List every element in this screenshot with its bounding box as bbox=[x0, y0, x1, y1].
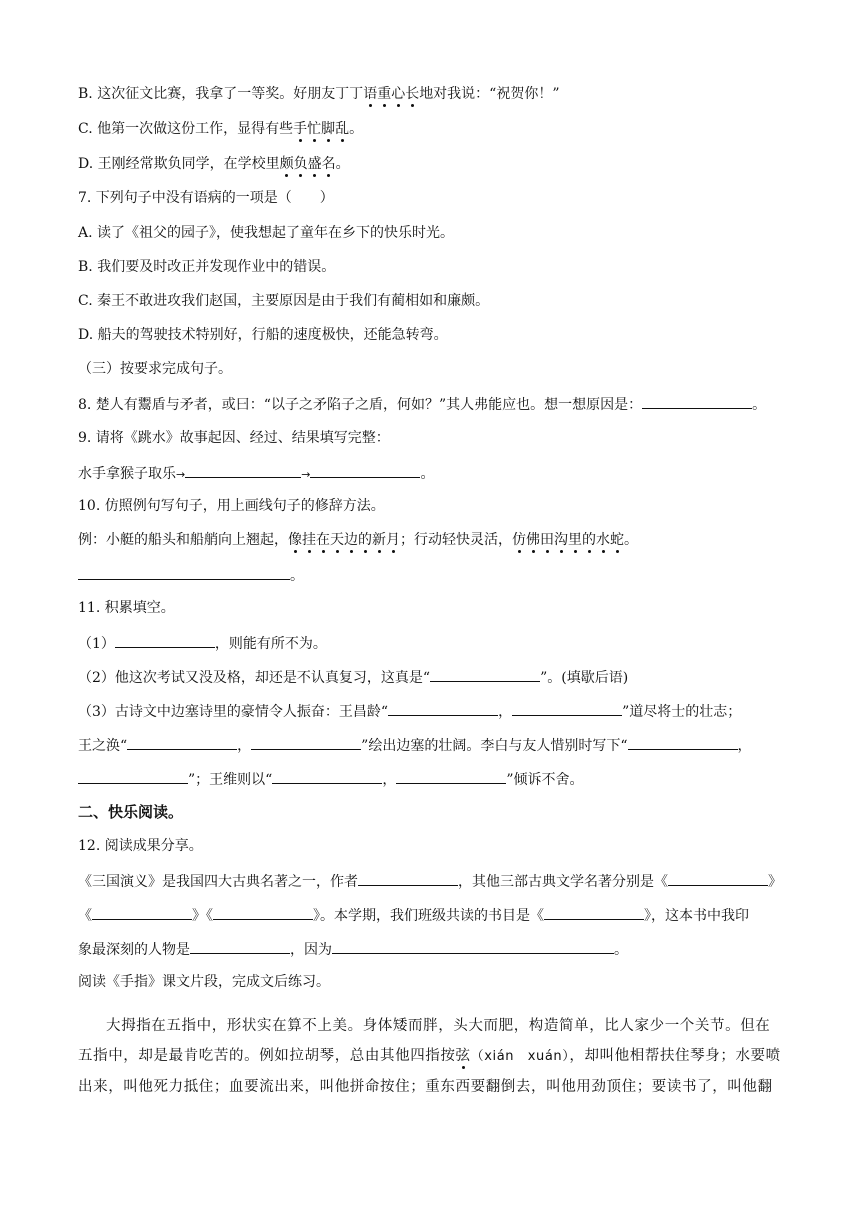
arrow-icon: → bbox=[301, 468, 311, 481]
dotted-char: 重 bbox=[377, 86, 392, 102]
q9-answer bbox=[78, 462, 434, 485]
q12-line1 bbox=[78, 870, 782, 892]
q10-stem: 10. 仿照例句写句子，用上画线句子的修辞方法。 bbox=[78, 498, 385, 514]
q6-option-c bbox=[78, 119, 363, 139]
dotted-char: 忙 bbox=[307, 121, 322, 137]
q6-option-b bbox=[78, 84, 560, 104]
dotted-char: 水 bbox=[596, 532, 610, 548]
q7-option-d: D. 船夫的驾驶技术特别好，行船的速度极快，还能急转弯。 bbox=[78, 327, 448, 343]
q11-p3b-text: 王之涣“ bbox=[78, 738, 128, 754]
q11-p3-end: ”道尽将士的壮志； bbox=[622, 704, 742, 720]
q11-part3 bbox=[78, 700, 741, 722]
q11-part3-line2 bbox=[78, 734, 752, 756]
q8 bbox=[78, 393, 766, 415]
dotted-char: 挂 bbox=[302, 532, 316, 548]
answer-blank[interactable] bbox=[92, 904, 192, 920]
q8-text: 8. 楚人有鬻盾与矛者，或曰：“以子之矛陷子之盾，何如？”其人弗能应也。想一想原因是： bbox=[78, 397, 643, 413]
q9-end: 。 bbox=[420, 466, 435, 482]
part3-heading: （三）按要求完成句子。 bbox=[78, 361, 232, 377]
dotted-char: 天 bbox=[330, 532, 344, 548]
answer-blank[interactable] bbox=[512, 700, 622, 716]
q6-b-text-end: 地对我说：“祝贺你！” bbox=[419, 86, 560, 102]
dotted-char: 心 bbox=[391, 86, 406, 102]
dotted-char: 像 bbox=[288, 532, 302, 548]
q12-line2 bbox=[78, 904, 749, 926]
dotted-char: 的 bbox=[582, 532, 596, 548]
dotted-char: 长 bbox=[405, 86, 420, 102]
q10-example-text: 例：小艇的船头和船艄向上翘起， bbox=[78, 532, 288, 548]
answer-blank[interactable] bbox=[185, 462, 301, 478]
comma: ， bbox=[237, 738, 252, 754]
answer-blank[interactable] bbox=[310, 462, 420, 478]
dotted-char: 脚 bbox=[321, 121, 336, 137]
q12-text: 《三国演义》是我国四大古典名著之一，作者 bbox=[78, 874, 358, 890]
dotted-char: 名 bbox=[321, 156, 336, 172]
reading-line-3: 出来，叫他死力抵住；血要流出来，叫他拼命按住；重东西要翻倒去，叫他用劲顶住；要读书了，叫他翻 bbox=[78, 1079, 773, 1095]
section-heading: 二、快乐阅读。 bbox=[78, 803, 184, 821]
q6-option-d bbox=[78, 154, 350, 174]
dotted-char: 语 bbox=[363, 86, 378, 102]
dotted-char: 仿 bbox=[512, 532, 526, 548]
q6-c-text: C. 他第一次做这份工作，显得有些 bbox=[78, 121, 294, 137]
answer-blank[interactable] bbox=[388, 700, 498, 716]
q12-text: 《 bbox=[78, 908, 92, 924]
dotted-char: 里 bbox=[568, 532, 582, 548]
q9-start: 水手拿猴子取乐 bbox=[78, 466, 176, 482]
dotted-char: 边 bbox=[344, 532, 358, 548]
q12-text: 》。本学期，我们班级共读的书目是《 bbox=[313, 908, 544, 924]
answer-blank[interactable] bbox=[127, 734, 237, 750]
q12-text: 》，这本书中我印 bbox=[644, 908, 749, 924]
q11-part3-line3 bbox=[78, 768, 584, 790]
dotted-char: 新 bbox=[372, 532, 386, 548]
dotted-char: 手 bbox=[293, 121, 308, 137]
q11-part2 bbox=[78, 666, 628, 688]
q10-example-mid: ；行动轻快灵活， bbox=[400, 532, 512, 548]
q7-option-c: C. 秦王不敢进攻我们赵国，主要原因是由于我们有蔺相如和廉颇。 bbox=[78, 293, 490, 309]
answer-blank[interactable] bbox=[115, 632, 215, 648]
dotted-char: 颇 bbox=[279, 156, 294, 172]
reading-text: 五指中，却是最肯吃苦的。例如拉胡琴，总由其他四指按 bbox=[78, 1048, 456, 1064]
answer-blank[interactable] bbox=[213, 904, 313, 920]
reading-text: ，却叫他相帮扶住琴身；水要喷 bbox=[569, 1048, 781, 1064]
q11-p1-label: （1） bbox=[78, 636, 115, 652]
q12-text: 》 bbox=[768, 874, 782, 890]
reading-line-1: 大拇指在五指中，形状实在算不上美。身体矮而胖，头大而肥，构造简单，比人家少一个关节。但在 bbox=[106, 1018, 771, 1034]
q8-end: 。 bbox=[752, 397, 767, 413]
q12-text: ，因为 bbox=[290, 942, 332, 958]
answer-blank[interactable] bbox=[78, 768, 188, 784]
dotted-char: 月 bbox=[386, 532, 400, 548]
q12-line3 bbox=[78, 938, 628, 960]
dotted-char: 乱 bbox=[335, 121, 350, 137]
answer-blank[interactable] bbox=[272, 768, 382, 784]
comma: ， bbox=[498, 704, 513, 720]
answer-blank[interactable] bbox=[642, 393, 752, 409]
q6-d-text-end: 。 bbox=[335, 156, 350, 172]
answer-blank[interactable] bbox=[251, 734, 361, 750]
reading-intro: 阅读《手指》课文片段，完成文后练习。 bbox=[78, 974, 330, 990]
q11-p3c-end: ”倾诉不舍。 bbox=[506, 772, 584, 788]
dotted-char: 佛 bbox=[526, 532, 540, 548]
q12-stem: 12. 阅读成果分享。 bbox=[78, 838, 203, 854]
comma: ， bbox=[737, 738, 752, 754]
answer-blank[interactable] bbox=[668, 870, 768, 886]
q11-p2-text: （2）他这次考试又没及格，却还是不认真复习，这真是“ bbox=[78, 670, 431, 686]
dotted-char: 的 bbox=[358, 532, 372, 548]
q12-text: ，其他三部古典文学名著分别是《 bbox=[458, 874, 668, 890]
q10-example-end: 。 bbox=[624, 532, 638, 548]
answer-blank[interactable] bbox=[396, 768, 506, 784]
answer-blank[interactable] bbox=[430, 666, 540, 682]
answer-blank[interactable] bbox=[628, 734, 738, 750]
answer-blank[interactable] bbox=[544, 904, 644, 920]
q6-d-text: D. 王刚经常欺负同学，在学校里 bbox=[78, 156, 280, 172]
q10-answer-end: 。 bbox=[290, 568, 304, 584]
reading-line-2 bbox=[78, 1046, 798, 1067]
dotted-char: 在 bbox=[316, 532, 330, 548]
arrow-icon: → bbox=[176, 468, 186, 481]
q9-stem: 9. 请将《跳水》故事起因、经过、结果填写完整： bbox=[78, 430, 390, 446]
pinyin-options: （xián xuán） bbox=[470, 1049, 570, 1064]
answer-blank[interactable] bbox=[358, 870, 458, 886]
answer-blank[interactable] bbox=[332, 938, 614, 954]
answer-blank[interactable] bbox=[78, 564, 290, 580]
q11-stem: 11. 积累填空。 bbox=[78, 600, 175, 616]
comma: ， bbox=[382, 772, 397, 788]
dotted-char: 蛇 bbox=[610, 532, 624, 548]
q11-p3-text: （3）古诗文中边塞诗里的豪情令人振奋：王昌龄“ bbox=[78, 704, 389, 720]
q11-p2-end: ”。(填歇后语) bbox=[540, 670, 629, 686]
q11-part1 bbox=[78, 632, 327, 654]
dotted-char: 盛 bbox=[307, 156, 322, 172]
q12-text: 象最深刻的人物是 bbox=[78, 942, 190, 958]
q12-text: 。 bbox=[614, 942, 628, 958]
dotted-char: 田 bbox=[540, 532, 554, 548]
q10-answer bbox=[78, 564, 304, 586]
q7-option-b: B. 我们要及时改正并发现作业中的错误。 bbox=[78, 259, 336, 275]
q6-b-text: B. 这次征文比赛，我拿了一等奖。好朋友丁丁 bbox=[78, 86, 364, 102]
q7-stem: 7. 下列句子中没有语病的一项是（ ） bbox=[78, 190, 334, 206]
q6-c-text-end: 。 bbox=[349, 121, 364, 137]
q7-option-a: A. 读了《祖父的园子》，使我想起了童年在乡下的快乐时光。 bbox=[78, 225, 455, 241]
q11-p3c-mid: ”；王维则以“ bbox=[188, 772, 273, 788]
dotted-char: 弦 bbox=[455, 1048, 471, 1064]
q11-p3b-end: ”绘出边塞的壮阔。李白与友人惜别时写下“ bbox=[361, 738, 628, 754]
q11-p1-text: ，则能有所不为。 bbox=[214, 636, 327, 652]
dotted-char: 负 bbox=[293, 156, 308, 172]
q10-example bbox=[78, 530, 638, 550]
answer-blank[interactable] bbox=[190, 938, 290, 954]
dotted-char: 沟 bbox=[554, 532, 568, 548]
q12-text: 》《 bbox=[192, 908, 213, 924]
